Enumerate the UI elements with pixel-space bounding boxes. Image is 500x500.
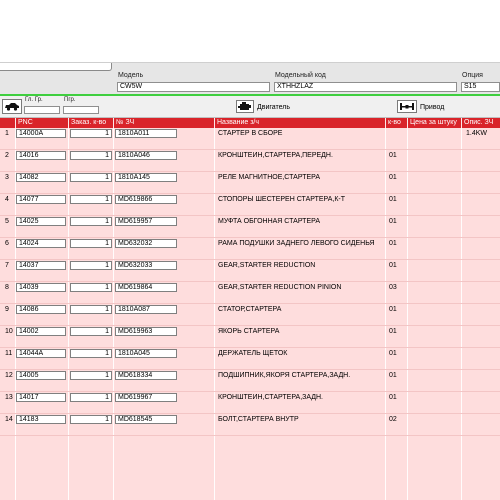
option-field[interactable]: S15 <box>461 82 500 92</box>
table-row[interactable] <box>0 414 500 436</box>
part-kvo: 03 <box>389 284 397 291</box>
pnc-field[interactable]: 14016 <box>16 151 66 160</box>
table-row[interactable] <box>0 370 500 392</box>
table-row[interactable] <box>0 282 500 304</box>
filter-bar <box>0 96 500 118</box>
car-body-icon[interactable] <box>2 99 22 114</box>
table-row[interactable] <box>0 150 500 172</box>
table-row[interactable] <box>0 326 500 348</box>
model-code-field[interactable]: XTHHZLAZ <box>274 82 457 92</box>
part-kvo: 01 <box>389 152 397 159</box>
row-number: 12 <box>5 372 13 379</box>
model-field[interactable]: CW5W <box>117 82 270 92</box>
pnc-field[interactable]: 14005 <box>16 371 66 380</box>
part-kvo: 01 <box>389 328 397 335</box>
part-name: ЯКОРЬ СТАРТЕРА <box>218 328 280 335</box>
order-qty-field[interactable]: 1 <box>70 195 112 204</box>
row-number: 11 <box>5 350 13 357</box>
part-kvo: 01 <box>389 306 397 313</box>
option-label: Опция <box>462 72 483 79</box>
row-separator <box>0 435 500 436</box>
part-name: МУФТА ОБГОННАЯ СТАРТЕРА <box>218 218 320 225</box>
part-name: ПОДШИПНИК,ЯКОРЯ СТАРТЕРА,ЗАДН. <box>218 372 351 379</box>
gl-gr-label: Гл. Гр. <box>25 97 43 103</box>
part-number-field[interactable]: MD619967 <box>115 393 177 402</box>
part-number-field[interactable]: 1810A145 <box>115 173 177 182</box>
part-name: КРОНШТЕЙН,СТАРТЕРА,ЗАДН. <box>218 394 324 401</box>
pnc-field[interactable]: 14039 <box>16 283 66 292</box>
col-header-price[interactable]: Цена за штуку <box>410 119 457 126</box>
pnc-field[interactable]: 14183 <box>16 415 66 424</box>
gl-gr-select[interactable] <box>24 106 60 114</box>
pnc-field[interactable]: 14002 <box>16 327 66 336</box>
part-kvo: 01 <box>389 196 397 203</box>
part-number-field[interactable]: MD619864 <box>115 283 177 292</box>
order-qty-field[interactable]: 1 <box>70 327 112 336</box>
part-kvo: 01 <box>389 240 397 247</box>
part-kvo: 01 <box>389 218 397 225</box>
top-tab[interactable] <box>0 63 112 71</box>
row-number: 13 <box>5 394 13 401</box>
row-number: 3 <box>5 174 9 181</box>
order-qty-field[interactable]: 1 <box>70 371 112 380</box>
pnc-field[interactable]: 14017 <box>16 393 66 402</box>
order-qty-field[interactable]: 1 <box>70 415 112 424</box>
part-number-field[interactable]: MD632033 <box>115 261 177 270</box>
table-header <box>0 118 500 128</box>
part-number-field[interactable]: MD632032 <box>115 239 177 248</box>
col-header-pnc[interactable]: PNC <box>18 119 33 126</box>
drive-label: Привод <box>420 104 445 111</box>
part-name: РАМА ПОДУШКИ ЗАДНЕГО ЛЕВОГО СИДЕНЬЯ <box>218 240 375 247</box>
table-row[interactable] <box>0 194 500 216</box>
part-kvo: 01 <box>389 262 397 269</box>
col-header-part-number[interactable]: № ЗЧ <box>116 119 135 126</box>
row-number: 8 <box>5 284 9 291</box>
order-qty-field[interactable]: 1 <box>70 217 112 226</box>
order-qty-field[interactable]: 1 <box>70 393 112 402</box>
part-kvo: 01 <box>389 372 397 379</box>
part-number-field[interactable]: MD619963 <box>115 327 177 336</box>
col-header-part-name[interactable]: Название з/ч <box>217 119 260 126</box>
part-number-field[interactable]: MD618334 <box>115 371 177 380</box>
row-number: 10 <box>5 328 13 335</box>
pnc-field[interactable]: 14044A <box>16 349 66 358</box>
pgr-label: Пгр. <box>64 97 76 103</box>
table-row[interactable] <box>0 392 500 414</box>
part-description: 1.4KW <box>466 130 488 137</box>
part-name: ДЕРЖАТЕЛЬ ЩЕТОК <box>218 350 288 357</box>
part-kvo: 02 <box>389 416 397 423</box>
table-row[interactable] <box>0 304 500 326</box>
part-number-field[interactable]: MD619866 <box>115 195 177 204</box>
order-qty-field[interactable]: 1 <box>70 305 112 314</box>
table-row[interactable] <box>0 260 500 282</box>
table-row[interactable] <box>0 216 500 238</box>
part-number-field[interactable]: 1810A046 <box>115 151 177 160</box>
axle-drive-icon[interactable] <box>397 100 417 113</box>
engine-icon[interactable] <box>236 100 254 113</box>
row-number: 6 <box>5 240 9 247</box>
order-qty-field[interactable]: 1 <box>70 239 112 248</box>
engine-label: Двигатель <box>257 104 291 111</box>
part-number-field[interactable]: MD619957 <box>115 217 177 226</box>
part-kvo: 01 <box>389 350 397 357</box>
model-label: Модель <box>118 72 144 79</box>
pnc-field[interactable]: 14077 <box>16 195 66 204</box>
col-header-description[interactable]: Опис. ЗЧ <box>464 119 494 126</box>
part-name: СТАРТЕР В СБОРЕ <box>218 130 283 137</box>
col-header-kvo[interactable]: к-во <box>388 119 401 126</box>
order-qty-field[interactable]: 1 <box>70 129 112 138</box>
part-name: РЕЛЕ МАГНИТНОЕ,СТАРТЕРА <box>218 174 321 181</box>
pnc-field[interactable]: 14025 <box>16 217 66 226</box>
order-qty-field[interactable]: 1 <box>70 261 112 270</box>
table-row[interactable] <box>0 128 500 150</box>
pnc-field[interactable]: 14086 <box>16 305 66 314</box>
model-code-label: Модельный код <box>275 72 326 79</box>
part-name: СТОПОРЫ ШЕСТЕРЕН СТАРТЕРА,К-Т <box>218 196 346 203</box>
part-number-field[interactable]: 1810A045 <box>115 349 177 358</box>
pnc-field[interactable]: 14037 <box>16 261 66 270</box>
part-kvo: 01 <box>389 394 397 401</box>
part-name: СТАТОР,СТАРТЕРА <box>218 306 282 313</box>
order-qty-field[interactable]: 1 <box>70 151 112 160</box>
row-number: 4 <box>5 196 9 203</box>
col-header-order-qty[interactable]: Заказ. к-во <box>71 119 107 126</box>
row-number: 9 <box>5 306 9 313</box>
table-row[interactable] <box>0 172 500 194</box>
part-number-field[interactable]: 1810A011 <box>115 129 177 138</box>
row-number: 5 <box>5 218 9 225</box>
pgr-select[interactable] <box>63 106 99 114</box>
part-name: GEAR,STARTER REDUCTION PINION <box>218 284 342 291</box>
order-qty-field[interactable]: 1 <box>70 349 112 358</box>
row-number: 14 <box>5 416 13 423</box>
pnc-field[interactable]: 14000A <box>16 129 66 138</box>
order-qty-field[interactable]: 1 <box>70 173 112 182</box>
table-row[interactable] <box>0 238 500 260</box>
part-name: БОЛТ,СТАРТЕРА ВНУТР <box>218 416 299 423</box>
row-number: 2 <box>5 152 9 159</box>
row-number: 7 <box>5 262 9 269</box>
part-name: GEAR,STARTER REDUCTION <box>218 262 316 269</box>
pnc-field[interactable]: 14082 <box>16 173 66 182</box>
table-row[interactable] <box>0 348 500 370</box>
part-number-field[interactable]: MD618545 <box>115 415 177 424</box>
part-kvo: 01 <box>389 174 397 181</box>
order-qty-field[interactable]: 1 <box>70 283 112 292</box>
row-number: 1 <box>5 130 9 137</box>
parts-table <box>0 118 500 500</box>
pnc-field[interactable]: 14024 <box>16 239 66 248</box>
part-number-field[interactable]: 1810A087 <box>115 305 177 314</box>
part-name: КРОНШТЕЙН,СТАРТЕРА,ПЕРЕДН. <box>218 152 333 159</box>
